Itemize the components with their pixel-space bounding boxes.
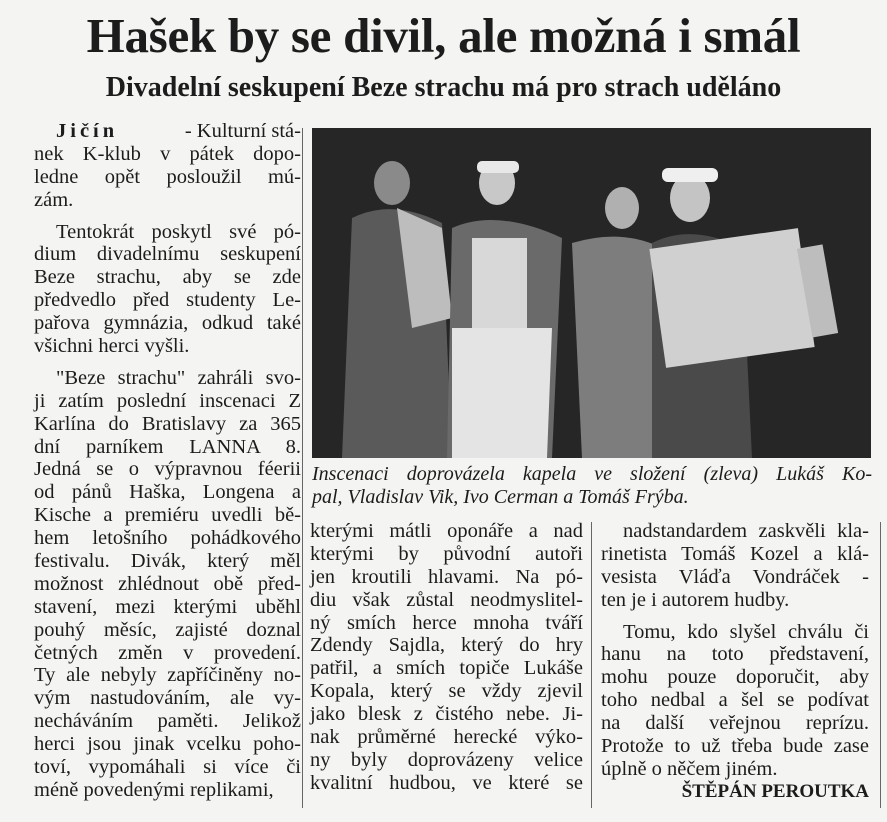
text-line: Ty ale nebyly zapříčiněny no- <box>34 664 301 687</box>
article-column-3 <box>601 520 869 804</box>
paragraph <box>34 120 301 212</box>
text-line: toho nedbal a šel se podívat <box>601 689 869 712</box>
text-line: kterými mátli oponáře a nad <box>310 520 583 542</box>
text-line: všichni herci vyšli. <box>34 335 190 358</box>
column-divider <box>880 522 881 808</box>
text-line: Zdendy Sajdla, který do hry <box>310 634 583 657</box>
text-line: zám. <box>34 188 74 211</box>
text-line: vesista Vláďa Vondráček - <box>601 565 869 588</box>
text-line: Jedná se o výpravnou féerii <box>34 458 301 481</box>
paragraph <box>34 221 301 358</box>
text-line: stavení, mezi kterými uběhl <box>34 595 301 618</box>
text-line: kterými by původní autoři <box>310 542 583 565</box>
text-line: předvedlo před studenty Le- <box>34 289 301 312</box>
text-line: méně povedenými replikami, <box>34 778 274 801</box>
paragraph <box>601 621 869 781</box>
author-byline: ŠTĚPÁN PEROUTKA <box>681 780 869 802</box>
column-divider <box>302 128 303 808</box>
text-line: úplně o něčem jiném. <box>601 757 778 780</box>
text-line: vým nastudováním, ale vy- <box>34 687 301 710</box>
text-line: Tentokrát poskytl své pó- <box>56 220 301 243</box>
text-line: ten je i autorem hudby. <box>601 588 790 611</box>
text-line <box>34 120 301 143</box>
paragraph <box>34 367 301 802</box>
text-line: mohu pouze doporučit, aby <box>601 666 869 689</box>
text-line: od pánů Haška, Longena a <box>34 481 301 504</box>
paragraph <box>601 520 869 612</box>
text-line: jako blesk z čistého nebe. Ji- <box>310 703 583 726</box>
photo-image <box>312 128 871 458</box>
text-line: Protože to už třeba bude zase <box>601 735 869 758</box>
text-line: pouhý měsíc, zajisté doznal <box>34 618 301 641</box>
subheadline: Divadelní seskupení Beze strachu má pro strach uděláno <box>105 72 782 103</box>
text-line: Beze strachu, aby se zde <box>34 266 301 289</box>
article-column-1 <box>34 120 301 811</box>
text-line: možnost zhlédnout obě před- <box>34 572 301 595</box>
photo-caption <box>312 463 872 509</box>
text-line: Karlína do Bratislavy za 365 <box>34 412 301 435</box>
text-line: necháváním paměti. Jelikož <box>34 710 301 733</box>
text-line: na další veřejnou reprízu. <box>601 712 869 735</box>
text-line: dium divadelnímu seskupení <box>34 243 301 266</box>
text-line: toví, vypomáhali si více či <box>34 756 301 779</box>
text-line: dní parníkem LANNA 8. <box>34 435 301 458</box>
text-line: Tomu, kdo slyšel chválu či <box>623 620 869 643</box>
text-line: ledne opět posloužil mú- <box>34 165 301 188</box>
caption-line: Inscenaci doprovázela kapela ve složení (zleva) Lukáš Ko- <box>312 463 872 485</box>
text-line: ny byly doprovázeny velice <box>310 748 583 771</box>
text-line: četných změn v provedení. <box>34 641 301 664</box>
text-line: Kopala, který se vždy zjevil <box>310 680 583 703</box>
text-line: nadstandardem zaskvěli kla- <box>623 520 869 542</box>
text-line: nak průměrné herecké výko- <box>310 726 583 749</box>
text-line: pařova gymnázia, odkud také <box>34 312 301 335</box>
text: - Kulturní stá- <box>184 120 301 142</box>
text-line: herci jsou jinak vcelku poho- <box>34 733 301 756</box>
text-line: Kische a premiéru uvedli bě- <box>34 504 301 527</box>
text-line: festivalu. Divák, který měl <box>34 550 301 573</box>
text-line: hem letošního pohádkového <box>34 527 301 550</box>
band-photo <box>312 128 871 458</box>
text-line: ji zatím poslední inscenaci Z <box>34 389 301 412</box>
text-line: nek K-klub v pátek dopo- <box>34 142 301 165</box>
text-line: kvalitní hudbou, ve které se <box>310 771 583 794</box>
text-line: ný smích herce mnoha tváří <box>310 611 583 634</box>
text-line: "Beze strachu" zahráli svo- <box>56 366 301 389</box>
text-line: patřil, a smích topiče Lukáše <box>310 657 583 680</box>
text-line: jen kroutili hlavami. Na pó- <box>310 565 583 588</box>
column-divider <box>591 522 592 808</box>
text-line: diu však zůstal neodmyslitel- <box>310 588 583 611</box>
headline: Hašek by se divil, ale možná i smál <box>86 8 801 63</box>
article-column-2 <box>310 520 583 795</box>
text-line: hanu na toto představení, <box>601 643 869 666</box>
text-line: rinetista Tomáš Kozel a klá- <box>601 542 869 565</box>
caption-line: pal, Vladislav Vik, Ivo Cerman a Tomáš Frýba. <box>312 486 689 508</box>
dateline: Jičín <box>56 120 119 142</box>
